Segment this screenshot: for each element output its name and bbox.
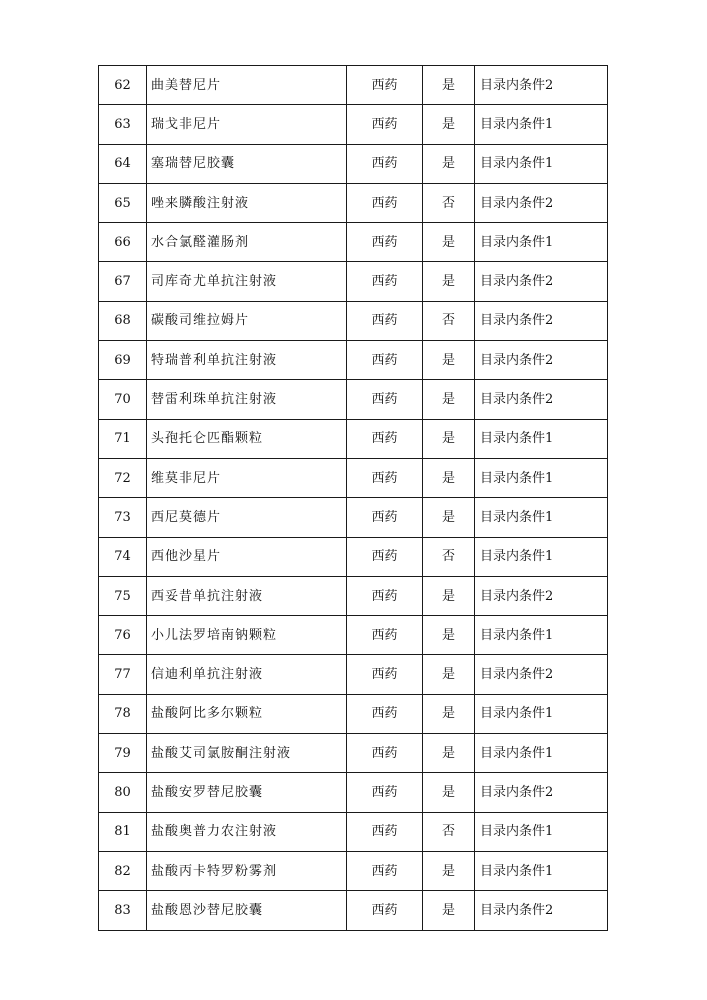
yes-no-flag-cell: 是 [423, 498, 475, 537]
drug-category-cell: 西药 [347, 851, 423, 890]
row-number-cell: 71 [99, 419, 147, 458]
row-number-cell: 77 [99, 655, 147, 694]
drug-name-cell: 小儿法罗培南钠颗粒 [147, 616, 347, 655]
yes-no-flag-cell: 否 [423, 812, 475, 851]
yes-no-flag-cell: 是 [423, 616, 475, 655]
table-row [99, 616, 608, 655]
yes-no-flag-cell: 是 [423, 773, 475, 812]
drug-name-cell: 维莫非尼片 [147, 458, 347, 497]
drug-category-cell: 西药 [347, 301, 423, 340]
drug-name-cell: 瑞戈非尼片 [147, 105, 347, 144]
table-row [99, 734, 608, 773]
yes-no-flag-cell: 是 [423, 144, 475, 183]
drug-category-cell: 西药 [347, 66, 423, 105]
catalog-condition-cell: 目录内条件1 [475, 144, 608, 183]
row-number-cell: 72 [99, 458, 147, 497]
table-row [99, 262, 608, 301]
drug-category-cell: 西药 [347, 262, 423, 301]
yes-no-flag-cell: 是 [423, 694, 475, 733]
table-row [99, 458, 608, 497]
drug-category-cell: 西药 [347, 616, 423, 655]
catalog-condition-cell: 目录内条件1 [475, 851, 608, 890]
row-number-cell: 66 [99, 223, 147, 262]
catalog-condition-cell: 目录内条件1 [475, 734, 608, 773]
table-row [99, 773, 608, 812]
drug-category-cell: 西药 [347, 380, 423, 419]
row-number-cell: 73 [99, 498, 147, 537]
catalog-condition-cell: 目录内条件2 [475, 66, 608, 105]
drug-name-cell: 水合氯醛灌肠剂 [147, 223, 347, 262]
drug-name-cell: 司库奇尤单抗注射液 [147, 262, 347, 301]
drug-name-cell: 西尼莫德片 [147, 498, 347, 537]
catalog-condition-cell: 目录内条件1 [475, 812, 608, 851]
drug-name-cell: 西妥昔单抗注射液 [147, 576, 347, 615]
catalog-condition-cell: 目录内条件1 [475, 694, 608, 733]
yes-no-flag-cell: 是 [423, 851, 475, 890]
row-number-cell: 64 [99, 144, 147, 183]
catalog-condition-cell: 目录内条件1 [475, 419, 608, 458]
table-row [99, 891, 608, 930]
drug-name-cell: 盐酸阿比多尔颗粒 [147, 694, 347, 733]
catalog-condition-cell: 目录内条件2 [475, 891, 608, 930]
drug-category-cell: 西药 [347, 891, 423, 930]
drug-category-cell: 西药 [347, 773, 423, 812]
table-row [99, 105, 608, 144]
drug-category-cell: 西药 [347, 419, 423, 458]
row-number-cell: 68 [99, 301, 147, 340]
drug-name-cell: 盐酸丙卡特罗粉雾剂 [147, 851, 347, 890]
catalog-condition-cell: 目录内条件1 [475, 105, 608, 144]
drug-name-cell: 西他沙星片 [147, 537, 347, 576]
yes-no-flag-cell: 是 [423, 734, 475, 773]
catalog-condition-cell: 目录内条件1 [475, 458, 608, 497]
table-row [99, 301, 608, 340]
drug-name-cell: 唑来膦酸注射液 [147, 183, 347, 222]
drug-name-cell: 碳酸司维拉姆片 [147, 301, 347, 340]
drug-category-cell: 西药 [347, 576, 423, 615]
drug-category-cell: 西药 [347, 655, 423, 694]
drug-name-cell: 塞瑞替尼胶囊 [147, 144, 347, 183]
drug-name-cell: 盐酸安罗替尼胶囊 [147, 773, 347, 812]
yes-no-flag-cell: 是 [423, 419, 475, 458]
catalog-condition-cell: 目录内条件2 [475, 773, 608, 812]
yes-no-flag-cell: 是 [423, 341, 475, 380]
table-row [99, 419, 608, 458]
drug-category-cell: 西药 [347, 537, 423, 576]
drug-category-cell: 西药 [347, 144, 423, 183]
yes-no-flag-cell: 否 [423, 537, 475, 576]
drug-category-cell: 西药 [347, 105, 423, 144]
table-row [99, 576, 608, 615]
catalog-condition-cell: 目录内条件2 [475, 576, 608, 615]
drug-category-cell: 西药 [347, 734, 423, 773]
catalog-condition-cell: 目录内条件2 [475, 183, 608, 222]
row-number-cell: 63 [99, 105, 147, 144]
catalog-condition-cell: 目录内条件2 [475, 262, 608, 301]
catalog-condition-cell: 目录内条件2 [475, 301, 608, 340]
drug-list-body [99, 66, 608, 931]
drug-category-cell: 西药 [347, 498, 423, 537]
yes-no-flag-cell: 否 [423, 183, 475, 222]
catalog-condition-cell: 目录内条件2 [475, 380, 608, 419]
drug-name-cell: 替雷利珠单抗注射液 [147, 380, 347, 419]
drug-name-cell: 盐酸恩沙替尼胶囊 [147, 891, 347, 930]
yes-no-flag-cell: 是 [423, 262, 475, 301]
table-row [99, 694, 608, 733]
drug-name-cell: 信迪利单抗注射液 [147, 655, 347, 694]
drug-name-cell: 头孢托仑匹酯颗粒 [147, 419, 347, 458]
catalog-condition-cell: 目录内条件1 [475, 537, 608, 576]
yes-no-flag-cell: 是 [423, 891, 475, 930]
row-number-cell: 80 [99, 773, 147, 812]
table-row [99, 144, 608, 183]
yes-no-flag-cell: 否 [423, 301, 475, 340]
catalog-condition-cell: 目录内条件2 [475, 341, 608, 380]
table-row [99, 655, 608, 694]
catalog-condition-cell: 目录内条件1 [475, 616, 608, 655]
table-row [99, 183, 608, 222]
row-number-cell: 76 [99, 616, 147, 655]
row-number-cell: 62 [99, 66, 147, 105]
row-number-cell: 74 [99, 537, 147, 576]
yes-no-flag-cell: 是 [423, 223, 475, 262]
yes-no-flag-cell: 是 [423, 655, 475, 694]
drug-category-cell: 西药 [347, 812, 423, 851]
table-row [99, 498, 608, 537]
drug-list-table [98, 65, 608, 931]
yes-no-flag-cell: 是 [423, 66, 475, 105]
row-number-cell: 65 [99, 183, 147, 222]
yes-no-flag-cell: 是 [423, 105, 475, 144]
row-number-cell: 69 [99, 341, 147, 380]
table-row [99, 223, 608, 262]
yes-no-flag-cell: 是 [423, 458, 475, 497]
drug-name-cell: 盐酸艾司氯胺酮注射液 [147, 734, 347, 773]
drug-category-cell: 西药 [347, 694, 423, 733]
table-row [99, 851, 608, 890]
row-number-cell: 70 [99, 380, 147, 419]
drug-name-cell: 曲美替尼片 [147, 66, 347, 105]
catalog-condition-cell: 目录内条件2 [475, 655, 608, 694]
row-number-cell: 67 [99, 262, 147, 301]
yes-no-flag-cell: 是 [423, 380, 475, 419]
table-row [99, 341, 608, 380]
row-number-cell: 75 [99, 576, 147, 615]
drug-name-cell: 盐酸奥普力农注射液 [147, 812, 347, 851]
table-row [99, 66, 608, 105]
table-row [99, 537, 608, 576]
catalog-condition-cell: 目录内条件1 [475, 223, 608, 262]
drug-category-cell: 西药 [347, 223, 423, 262]
drug-category-cell: 西药 [347, 341, 423, 380]
drug-category-cell: 西药 [347, 458, 423, 497]
row-number-cell: 82 [99, 851, 147, 890]
row-number-cell: 83 [99, 891, 147, 930]
table-row [99, 380, 608, 419]
yes-no-flag-cell: 是 [423, 576, 475, 615]
catalog-condition-cell: 目录内条件1 [475, 498, 608, 537]
drug-name-cell: 特瑞普利单抗注射液 [147, 341, 347, 380]
table-row [99, 812, 608, 851]
row-number-cell: 81 [99, 812, 147, 851]
row-number-cell: 78 [99, 694, 147, 733]
row-number-cell: 79 [99, 734, 147, 773]
drug-category-cell: 西药 [347, 183, 423, 222]
